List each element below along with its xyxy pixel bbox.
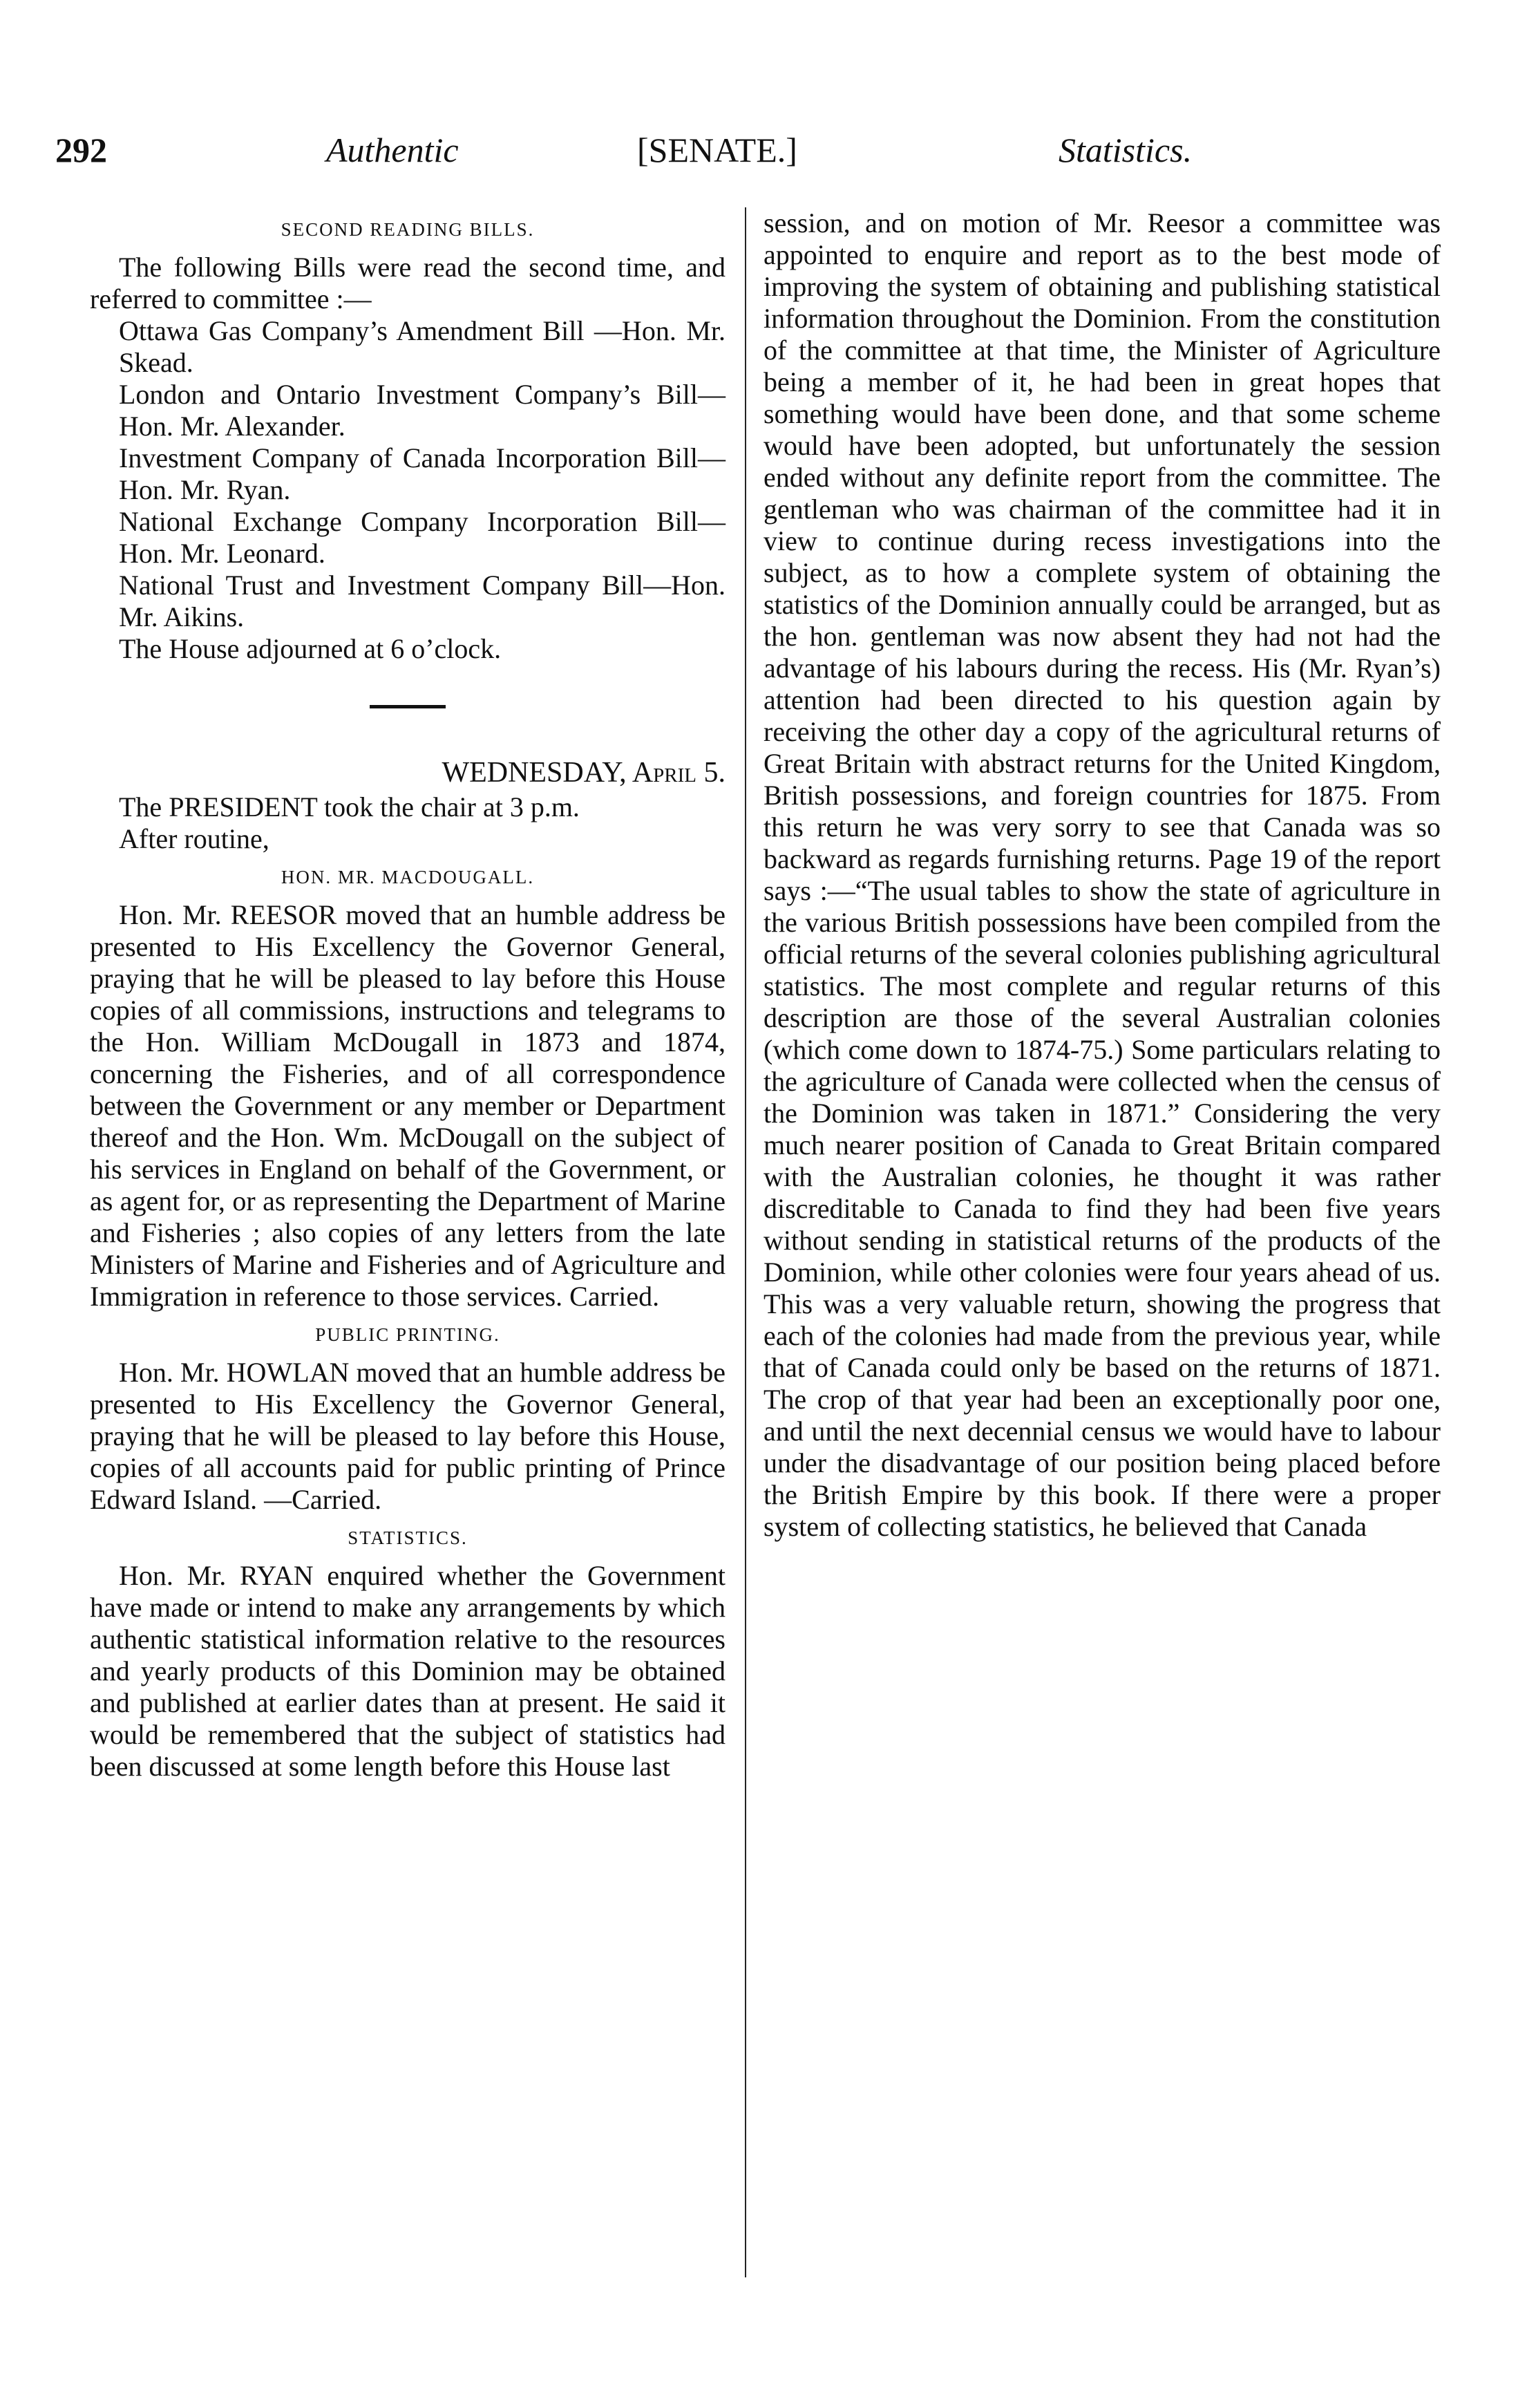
section-divider [370, 705, 446, 708]
bill-entry: National Trust and Investment Company Bill—Hon. Mr. Aikins. [119, 570, 725, 632]
section-heading-macdougall: HON. MR. MACDOUGALL. [281, 867, 535, 887]
page-number: 292 [55, 131, 107, 169]
ryan-speech-continued: session, and on motion of Mr. Reesor a committee was appointed to enquire and report as to the best mode of improving the system of obtaining and publishing statistical information throughout the Dominion. From the constitution of the committee at that time, the Minister of Agriculture being a member of it, he had been in great hopes that something would have been done, and that some scheme would have been adopted, but unfortunately the session ended without any definite report from the committee. The gentleman who was chairman of the committee had it in view to continue during recess investigations into the subject, as to how a complete system of obtaining the statistics of the Dominion annually could be arranged, but as the hon. gentleman was now absent they had not had the advantage of his labours during the recess. His (Mr. Ryan’s) attention had been directed to his question again by receiving the other day a copy of the agricultural returns of Great Britain with abstract returns for the United Kingdom, British possessions, and foreign countries for 1875. From this return he was very sorry to see that Canada was so backward as regards furnishing returns. Page 19 of the report says :—“The usual tables to show the state of agriculture in the various British possessions have been compiled from the official returns of the several colonies publishing agricultural statistics. The most complete and regular returns of this description are those of the several Australian colonies (which come down to 1874-75.) Some particulars relating to the agriculture of Canada were collected when the census of the Dominion was taken in 1871.” Considering the very much nearer position of Canada to Great Britain compared with the Australian colonies, he thought it was rather discreditable to Canada to find they had been five years without sending in statistical returns of the products of the Dominion, while other colonies were four years ahead of us. This was a very valuable return, showing the progress that each of the colonies had made from the previous year, while that of Canada could only be based on the returns of 1871. The crop of that year had been an exceptionally poor one, and until the next decennial census we would have to labour under the disadvantage of our position being placed before the British Empire by this book. If there were a proper system of collecting statistics, he believed that Canada [764, 207, 1441, 1542]
president-note: The PRESIDENT took the chair at 3 p.m. [119, 791, 580, 822]
bill-entry: London and Ontario Investment Company’s Bill—Hon. Mr. Alexander. [119, 379, 725, 442]
running-title-right: Statistics. [1059, 131, 1193, 169]
second-reading-intro: The following Bills were read the second time, and referred to committee :— [90, 252, 725, 314]
running-title-left: Authentic [326, 131, 459, 169]
reesor-motion: Hon. Mr. REESOR moved that an humble address be presented to His Excellency the Governor General, praying that he will be pleased to lay before this House copies of all commissions, instructions and telegrams to the Hon. William McDougall in 1873 and 1874, concerning the Fisheries, and of all correspondence between the Government or any member or Department thereof and the Hon. Wm. McDougall on the subject of his services in England on behalf of the Government, or as agent for, or as representing the Department of Marine and Fisheries ; also copies of any letters from the late Ministers of Marine and Fisheries and of Agriculture and Immigration in reference to those services. Carried. [90, 899, 725, 1312]
section-heading-second-reading: SECOND READING BILLS. [281, 219, 535, 240]
right-column [764, 207, 1441, 2284]
page-header [55, 130, 1444, 178]
ryan-enquiry: Hon. Mr. RYAN enquired whether the Government have made or intend to make any arrangements by which authentic statistical information relative to the resources and yearly products of this Dominion may be obtained and published at earlier dates than at present. He said it would be remembered that the subject of statistics had been discussed at some length before this House last [90, 1560, 725, 1782]
section-heading-public-printing: PUBLIC PRINTING. [315, 1324, 500, 1345]
howlan-motion: Hon. Mr. HOWLAN moved that an humble address be presented to His Excellency the Governor General, praying that he will be pleased to lay before this House, copies of all accounts paid for public printing of Prince Edward Island. —Carried. [90, 1357, 725, 1515]
bill-entry: Investment Company of Canada Incorporation Bill—Hon. Mr. Ryan. [119, 442, 725, 505]
bill-entry: National Exchange Company Incorporation Bill—Hon. Mr. Leonard. [119, 506, 725, 569]
dateline: WEDNESDAY, April 5. [442, 757, 725, 789]
running-title-center: [SENATE.] [637, 131, 797, 169]
section-heading-statistics: STATISTICS. [348, 1527, 468, 1548]
column-divider [745, 207, 746, 2277]
adjournment-note: The House adjourned at 6 o’clock. [119, 633, 502, 664]
bill-entry: Ottawa Gas Company’s Amendment Bill —Hon. Mr. Skead. [119, 315, 725, 378]
left-column [90, 207, 725, 2284]
routine-note: After routine, [119, 823, 269, 854]
